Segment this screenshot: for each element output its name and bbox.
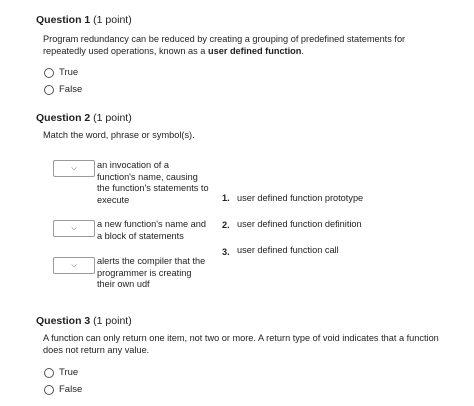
answer-number-1: 1. bbox=[222, 193, 230, 203]
chevron-down-icon: ⌵ bbox=[71, 165, 77, 172]
match-item-1: an invocation of a function's name, causing the function's statements to execute bbox=[97, 160, 209, 205]
answer-label-2: user defined function definition bbox=[237, 219, 362, 229]
option-label: True bbox=[59, 67, 79, 78]
radio-button[interactable] bbox=[44, 85, 54, 95]
answer-label-1: user defined function prototype bbox=[237, 193, 364, 203]
option-label: True bbox=[59, 367, 79, 378]
answer-label-3: user defined function call bbox=[237, 245, 339, 255]
answer-number-3: 3. bbox=[222, 247, 230, 257]
q1-option-true[interactable] bbox=[44, 67, 78, 78]
match-select-3[interactable] bbox=[53, 257, 95, 274]
q1-option-false[interactable] bbox=[44, 84, 82, 95]
question-2-title: Question 2 (1 point) bbox=[36, 112, 132, 124]
question-2-text: Match the word, phrase or symbol(s). bbox=[43, 130, 195, 140]
chevron-down-icon: ⌵ bbox=[71, 225, 77, 232]
question-3-text: A function can only return one item, not two or more. A return type of void indicates that a function does not return any value. bbox=[43, 333, 439, 355]
match-select-1[interactable] bbox=[53, 160, 95, 177]
chevron-down-icon: ⌵ bbox=[71, 262, 77, 269]
answer-number-2: 2. bbox=[222, 220, 230, 230]
q3-option-true[interactable] bbox=[44, 367, 78, 378]
q3-option-false[interactable] bbox=[44, 384, 82, 395]
option-label: False bbox=[59, 384, 83, 395]
radio-button[interactable] bbox=[44, 385, 54, 395]
radio-button[interactable] bbox=[44, 368, 54, 378]
radio-button[interactable] bbox=[44, 68, 54, 78]
match-item-3: alerts the compiler that the programmer is creating their own udf bbox=[97, 256, 206, 289]
question-1-title: Question 1 (1 point) bbox=[36, 14, 132, 26]
question-1-text: Program redundancy can be reduced by creating a grouping of predefined statements for repeatedly used operations, known as a user defined function. bbox=[43, 34, 406, 56]
question-3-title: Question 3 (1 point) bbox=[36, 315, 132, 327]
option-label: False bbox=[59, 84, 83, 95]
match-select-2[interactable] bbox=[53, 220, 95, 237]
match-item-2: a new function's name and a block of statements bbox=[97, 219, 207, 241]
